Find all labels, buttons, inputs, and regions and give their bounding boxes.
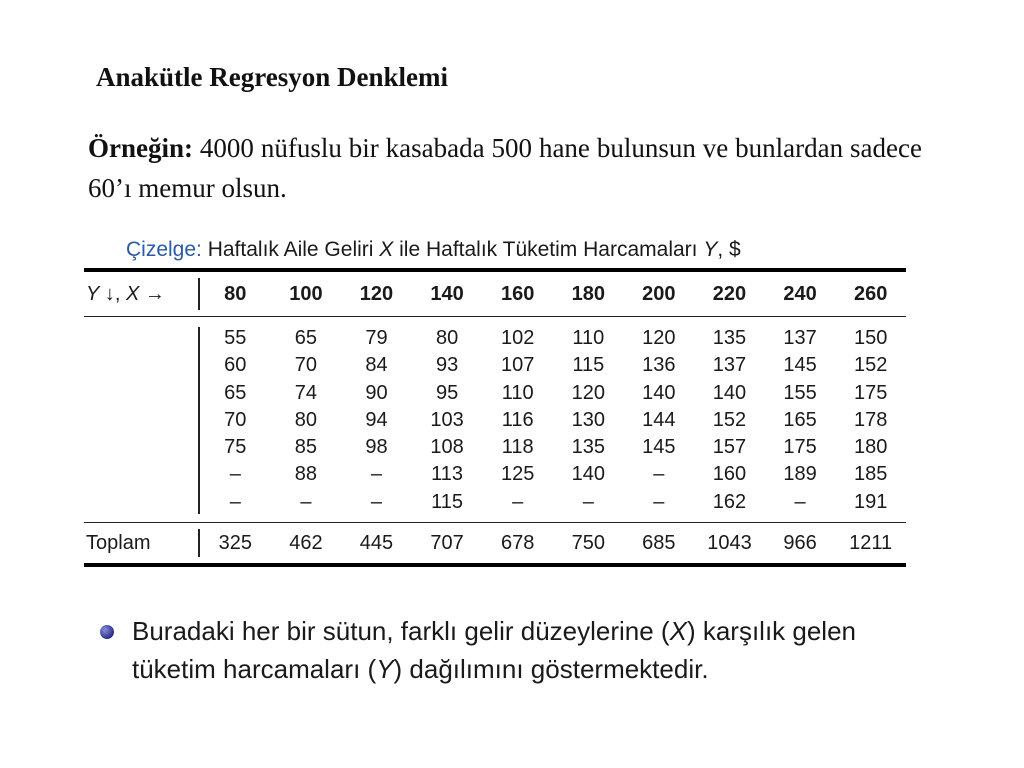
table-column	[835, 325, 906, 516]
table-cell: 93	[435, 354, 459, 377]
table-cell: 136	[642, 354, 676, 377]
header-label-y: Y	[86, 282, 100, 305]
table-cell: 125	[500, 463, 535, 486]
table-cell: 145	[783, 354, 817, 377]
total-cell: 678	[500, 531, 535, 554]
table-cell: –	[653, 463, 665, 486]
total-cell: 966	[783, 531, 817, 554]
table-cell: 110	[501, 381, 534, 404]
table-cell: –	[370, 490, 383, 513]
table-cell: 130	[571, 408, 605, 431]
header-cell-x: 240	[783, 282, 817, 305]
table-cell: 160	[712, 463, 747, 486]
total-cell: 445	[359, 531, 394, 554]
table-cell: 120	[571, 381, 605, 404]
table-cell: 180	[853, 436, 888, 459]
header-cell-x: 100	[289, 282, 323, 305]
body-label-spacer	[84, 325, 198, 516]
table-cell: 108	[430, 436, 464, 459]
table-cell: 152	[853, 354, 888, 377]
table-cell: –	[229, 463, 241, 486]
bullet-dot-icon	[100, 625, 114, 639]
table-cell: –	[229, 490, 241, 513]
bullet-part3: ) dağılımını göstermektedir.	[393, 654, 709, 684]
total-cell: 1043	[707, 531, 752, 554]
header-label	[84, 283, 198, 306]
data-table	[84, 268, 906, 567]
bullet-item	[100, 612, 920, 688]
table-cell: 120	[642, 327, 676, 349]
caption-var-y: Y	[703, 238, 718, 261]
header-label-rest: ↓,	[99, 282, 127, 305]
body-columns	[200, 325, 906, 516]
caption-part1: Haftalık Aile Geliri	[201, 238, 380, 261]
bullet-part1: Buradaki her bir sütun, farklı gelir düzeylerine (	[132, 616, 670, 646]
table-cell: 90	[365, 381, 388, 404]
table-cell: 157	[712, 436, 747, 459]
bullet-var-y: Y	[376, 654, 394, 684]
table-cell: 140	[642, 381, 676, 404]
table-column	[271, 325, 342, 516]
table-cell: 98	[365, 436, 388, 459]
table-cell: 85	[294, 436, 318, 459]
total-cell: 750	[571, 531, 605, 554]
header-cell-x: 140	[430, 282, 464, 305]
table-cell: 118	[501, 436, 534, 459]
table-cell: 191	[853, 490, 888, 513]
header-cell-x: 200	[642, 282, 676, 305]
table-cell: 135	[712, 327, 747, 349]
table-cell: 94	[365, 408, 388, 431]
table-cell: 60	[224, 354, 247, 377]
table-cell: 107	[500, 354, 535, 377]
table-body	[84, 317, 906, 522]
total-label: Toplam	[86, 531, 151, 554]
table-cell: 152	[712, 408, 747, 431]
table-column	[200, 325, 271, 516]
table-column	[694, 325, 765, 516]
table-cell: 88	[294, 463, 318, 486]
table-total-row	[84, 523, 906, 563]
table-cell: 115	[431, 490, 464, 513]
table-cell: 137	[712, 354, 747, 377]
table-column	[624, 325, 695, 516]
table-cell: 113	[431, 463, 464, 486]
header-cell-x: 180	[571, 282, 605, 305]
bullet-text	[132, 612, 920, 688]
header-cell-x: 260	[853, 282, 888, 305]
table-cell: 74	[294, 381, 318, 404]
table-column	[412, 325, 483, 516]
table-cell: 116	[501, 408, 534, 431]
header-cell-x: 80	[224, 282, 247, 305]
table-cell: 95	[435, 381, 459, 404]
caption-part3: , $	[717, 238, 741, 261]
table-cell: 140	[571, 463, 605, 486]
table-cell: 144	[642, 408, 676, 431]
table-cell: 79	[365, 327, 388, 349]
total-cell: 462	[289, 531, 323, 554]
table-cell: 178	[853, 408, 888, 431]
header-label-arrow: →	[139, 282, 165, 305]
bullet-part2: ) karşılık gelen tüketim harcamaları (	[132, 616, 857, 684]
total-cell: 685	[642, 531, 676, 554]
example-paragraph	[88, 128, 922, 208]
table-bottom-rule	[84, 563, 906, 567]
example-text: 4000 nüfuslu bir kasabada 500 hane bulunsun ve bunlardan sadece 60’ı memur olsun.	[88, 133, 922, 203]
table-cell: 110	[572, 327, 605, 349]
table-cell: 65	[294, 327, 318, 349]
table-cell: 80	[435, 327, 459, 349]
table-cell: 175	[853, 381, 888, 404]
caption-part2: ile Haftalık Tüketim Harcamaları	[393, 238, 704, 261]
total-cell: 707	[430, 531, 464, 554]
table-cell: 70	[294, 354, 318, 377]
table-column	[553, 325, 624, 516]
table-cell: 102	[500, 327, 535, 349]
header-cells	[200, 283, 906, 306]
table-cell: 103	[430, 408, 464, 431]
table-cell: 115	[572, 354, 605, 377]
table-cell: 84	[365, 354, 388, 377]
table-column	[765, 325, 836, 516]
table-cell: 75	[224, 436, 247, 459]
table-cell: –	[300, 490, 312, 513]
header-cell-x: 160	[500, 282, 535, 305]
table-cell: 150	[853, 327, 888, 349]
table-cell: 145	[642, 436, 676, 459]
header-cell-x: 220	[712, 282, 747, 305]
table-cell: 185	[853, 463, 888, 486]
table-cell: –	[794, 490, 806, 513]
table-cell: 165	[783, 408, 817, 431]
table-cell: –	[653, 490, 665, 513]
page-title: Anakütle Regresyon Denklemi	[96, 62, 449, 92]
example-label: Örneğin:	[88, 133, 193, 163]
total-cell: 325	[218, 531, 252, 554]
table-cell: 189	[783, 463, 817, 486]
table-cell: 137	[783, 327, 817, 349]
table-header-row	[84, 272, 906, 316]
table-cell: 155	[783, 381, 817, 404]
table-cell: 135	[571, 436, 605, 459]
caption-var-x: X	[379, 238, 394, 261]
caption-lead: Çizelge:	[126, 238, 202, 261]
table-cell: 65	[224, 381, 247, 404]
table-cell: –	[512, 490, 524, 513]
table-column	[482, 325, 553, 516]
table-cell: 175	[783, 436, 817, 459]
table-cell: –	[370, 463, 383, 486]
table-cell: –	[582, 490, 594, 513]
total-cells	[200, 532, 906, 555]
table-cell: 55	[224, 327, 247, 349]
table-cell: 70	[224, 408, 247, 431]
bullet-var-x: X	[669, 616, 687, 646]
table-cell: 140	[712, 381, 747, 404]
total-cell: 1211	[849, 531, 893, 554]
header-cell-x: 120	[359, 282, 394, 305]
table-column	[341, 325, 412, 516]
table-cell: 80	[294, 408, 318, 431]
table-cell: 162	[712, 490, 747, 513]
table-caption	[126, 238, 741, 262]
header-label-x: X	[126, 282, 140, 305]
